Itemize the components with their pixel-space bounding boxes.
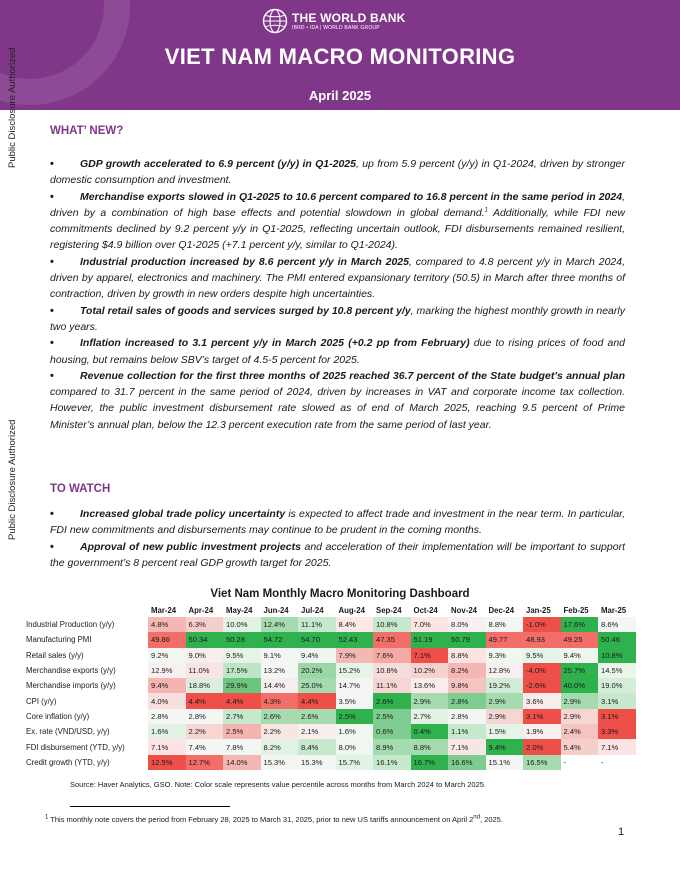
item-text: is expected to affect trade and investment in the near term. In particular, FDI new commitments and disbursements may continue to be prudent in the coming months. bbox=[50, 508, 625, 537]
column-header: Apr-24 bbox=[188, 606, 214, 615]
whats-new-list bbox=[50, 156, 625, 433]
table-cell: 2.7% bbox=[411, 709, 449, 724]
table-cell: 9.1% bbox=[261, 648, 299, 663]
table-body bbox=[24, 617, 636, 770]
table-cell: 16.7% bbox=[411, 755, 449, 770]
table-cell: 9.0% bbox=[186, 648, 224, 663]
table-cell: 8.8% bbox=[448, 648, 486, 663]
table-cell: 2.1% bbox=[298, 724, 336, 739]
table-cell: 0.6% bbox=[373, 724, 411, 739]
row-label: Merchandise exports (y/y) bbox=[26, 666, 116, 676]
row-label: Merchandise imports (y/y) bbox=[26, 681, 116, 691]
footnote bbox=[45, 815, 503, 824]
table-cell: 14.4% bbox=[261, 678, 299, 693]
table-cell: 0.4% bbox=[411, 724, 449, 739]
table-cell: 9.5% bbox=[523, 648, 561, 663]
header-banner bbox=[0, 0, 680, 110]
item-text-continued: Additionally, while FDI new commitments declined by 9.2 percent y/y in Q1-2025, reflecting uncertain outlook, FDI disbursements remained resilient, registering $4.9 billion over Q1-2025 (+7.1 percent y/y, similar to Q1-2024). bbox=[50, 206, 625, 252]
table-row bbox=[24, 648, 636, 663]
dashboard-title: Viet Nam Monthly Macro Monitoring Dashboard bbox=[210, 588, 470, 600]
macro-dashboard-table bbox=[24, 604, 636, 770]
table-cell: 15.1% bbox=[486, 755, 524, 770]
disclosure-watermark: Public Disclosure Authorized bbox=[7, 419, 18, 540]
table-cell: 9.5% bbox=[223, 648, 261, 663]
item-highlight: Increased global trade policy uncertainty bbox=[80, 508, 286, 520]
table-row bbox=[24, 632, 636, 647]
item-text: compared to 31.7 percent in the same period of 2024, driven by increases in VAT and corporate income tax collection. However, the public investment disbursement rate slowed as of end of March 2025, reaching 9.5 percent of Prime Minister’s annual plan, below the 12.3 percent execution rate from the same period of last year. bbox=[50, 386, 625, 431]
table-cell: 8.4% bbox=[298, 739, 336, 754]
table-cell: 8.6% bbox=[598, 617, 636, 632]
table-cell: 11.1% bbox=[298, 617, 336, 632]
item-highlight: GDP growth accelerated to 6.9 percent (y/y) in Q1-2025 bbox=[80, 158, 356, 170]
table-cell: 2.0% bbox=[523, 739, 561, 754]
table-cell: 49.86 bbox=[148, 632, 186, 647]
footnote-text: This monthly note covers the period from February 28, 2025 to March 31, 2025, prior to new US tariffs announcement on April 2 bbox=[48, 815, 474, 824]
table-cell: 14.7% bbox=[336, 678, 374, 693]
table-cell: -1.0% bbox=[523, 617, 561, 632]
table-row bbox=[24, 693, 636, 708]
table-cell: 7.1% bbox=[411, 648, 449, 663]
list-item bbox=[50, 189, 625, 254]
list-item bbox=[50, 335, 625, 368]
list-item bbox=[50, 539, 625, 572]
column-header: Mar-24 bbox=[151, 606, 177, 615]
table-cell: 49.77 bbox=[486, 632, 524, 647]
row-label: Ex. rate (VND/USD, y/y) bbox=[26, 727, 110, 737]
list-item bbox=[50, 368, 625, 433]
table-cell: 2.5% bbox=[336, 709, 374, 724]
item-text: , marking the highest monthly growth in nearly two years. bbox=[50, 304, 625, 333]
table-cell: 17.6% bbox=[561, 617, 599, 632]
list-item bbox=[50, 506, 625, 539]
column-header: Feb-25 bbox=[563, 606, 589, 615]
table-cell: 2.8% bbox=[448, 709, 486, 724]
table-cell: - bbox=[598, 755, 636, 770]
table-cell: 1.1% bbox=[448, 724, 486, 739]
item-text: , compared to 4.8 percent y/y in March 2024, driven by apparel, electronics and machinery. The PMI entered expansionary territory (50.5) in March after three months of contraction, driven by growth in new orders despite high uncertainties. bbox=[50, 255, 626, 301]
table-cell: 14.0% bbox=[223, 755, 261, 770]
table-cell: 2.5% bbox=[373, 709, 411, 724]
column-header: Oct-24 bbox=[413, 606, 438, 615]
row-label: Core inflation (y/y) bbox=[26, 711, 90, 721]
table-cell: 12.8% bbox=[486, 663, 524, 678]
section-heading-whats-new: WHAT’ NEW? bbox=[50, 125, 124, 137]
row-label: Retail sales (y/y) bbox=[26, 650, 84, 660]
table-cell: 10.8% bbox=[373, 663, 411, 678]
item-highlight: Industrial production increased by 8.6 percent y/y in March 2025 bbox=[80, 255, 409, 268]
table-cell: 7.0% bbox=[411, 617, 449, 632]
table-cell: 20.2% bbox=[298, 663, 336, 678]
table-cell: 13.2% bbox=[261, 663, 299, 678]
list-item bbox=[50, 156, 625, 189]
table-cell: 3.5% bbox=[336, 693, 374, 708]
row-label: Industrial Production (y/y) bbox=[26, 620, 115, 630]
table-cell: 4.4% bbox=[298, 693, 336, 708]
table-cell: 7.9% bbox=[336, 648, 374, 663]
table-cell: 2.8% bbox=[148, 709, 186, 724]
table-cell: 9.4% bbox=[298, 648, 336, 663]
list-item bbox=[50, 303, 625, 336]
item-text: , driven by a combination of high base effects and potential slowdown in global demand. bbox=[50, 190, 625, 219]
table-cell: 54.70 bbox=[298, 632, 336, 647]
table-cell: - bbox=[561, 755, 599, 770]
table-cell: 15.7% bbox=[336, 755, 374, 770]
row-label: Manufacturing PMI bbox=[26, 635, 92, 645]
column-header: May-24 bbox=[226, 606, 253, 615]
table-cell: 2.6% bbox=[298, 709, 336, 724]
column-header: Mar-25 bbox=[601, 606, 627, 615]
table-cell: 1.6% bbox=[148, 724, 186, 739]
page-number: 1 bbox=[618, 826, 625, 838]
table-cell: 4.3% bbox=[261, 693, 299, 708]
table-row bbox=[24, 739, 636, 754]
table-cell: 8.9% bbox=[373, 739, 411, 754]
table-cell: 25.0% bbox=[298, 678, 336, 693]
table-cell: 10.0% bbox=[223, 617, 261, 632]
table-cell: 11.1% bbox=[373, 678, 411, 693]
table-cell: 4.4% bbox=[223, 693, 261, 708]
table-cell: 12.7% bbox=[186, 755, 224, 770]
table-cell: 7.4% bbox=[186, 739, 224, 754]
table-cell: 50.46 bbox=[598, 632, 636, 647]
table-cell: -2.6% bbox=[523, 678, 561, 693]
table-cell: 48.93 bbox=[523, 632, 561, 647]
report-title: VIET NAM MACRO MONITORING bbox=[164, 44, 516, 69]
globe-icon bbox=[262, 8, 288, 34]
section-heading-to-watch: TO WATCH bbox=[50, 483, 111, 495]
table-cell: 19.0% bbox=[598, 678, 636, 693]
table-cell: 47.35 bbox=[373, 632, 411, 647]
table-cell: 14.5% bbox=[598, 663, 636, 678]
table-cell: 10.8% bbox=[373, 617, 411, 632]
item-text: due to rising prices of food and housing, but remains below SBV’s target of 4.5-5 percent for 2025. bbox=[50, 337, 626, 366]
item-text: and acceleration of their implementation will be important to support the government’s 8 percent real GDP growth target for 2025. bbox=[50, 540, 625, 569]
table-cell: 2.2% bbox=[261, 724, 299, 739]
table-cell: 7.1% bbox=[148, 739, 186, 754]
table-cell: 2.8% bbox=[448, 693, 486, 708]
column-header: Jul-24 bbox=[301, 606, 324, 615]
report-month: April 2025 bbox=[308, 88, 372, 103]
table-cell: 17.5% bbox=[223, 663, 261, 678]
table-cell: 2.9% bbox=[561, 693, 599, 708]
footnote-sup: nd bbox=[473, 814, 480, 821]
column-header: Nov-24 bbox=[451, 606, 477, 615]
logo-name: THE WORLD BANK bbox=[292, 10, 406, 25]
table-cell: 4.4% bbox=[186, 693, 224, 708]
table-row bbox=[24, 755, 636, 770]
table-cell: 8.4% bbox=[336, 617, 374, 632]
table-cell: 2.8% bbox=[186, 709, 224, 724]
table-cell: 3.3% bbox=[598, 724, 636, 739]
table-cell: 19.2% bbox=[486, 678, 524, 693]
table-cell: 13.6% bbox=[411, 678, 449, 693]
table-cell: 6.3% bbox=[186, 617, 224, 632]
table-cell: 9.4% bbox=[486, 739, 524, 754]
table-cell: 52.43 bbox=[336, 632, 374, 647]
table-cell: 2.2% bbox=[186, 724, 224, 739]
footnote-divider bbox=[70, 806, 230, 807]
table-row bbox=[24, 617, 636, 632]
table-cell: 15.3% bbox=[298, 755, 336, 770]
table-cell: 8.2% bbox=[261, 739, 299, 754]
table-cell: 3.1% bbox=[523, 709, 561, 724]
table-cell: 54.72 bbox=[261, 632, 299, 647]
table-cell: 15.3% bbox=[261, 755, 299, 770]
table-cell: 4.0% bbox=[148, 693, 186, 708]
table-cell: 7.8% bbox=[223, 739, 261, 754]
list-item bbox=[50, 254, 625, 303]
table-cell: 2.6% bbox=[261, 709, 299, 724]
table-cell: 2.9% bbox=[486, 709, 524, 724]
table-cell: 18.8% bbox=[186, 678, 224, 693]
table-cell: 2.4% bbox=[561, 724, 599, 739]
table-cell: 3.6% bbox=[523, 693, 561, 708]
table-cell: 9.2% bbox=[148, 648, 186, 663]
table-row bbox=[24, 724, 636, 739]
footnote-marker: 1 bbox=[45, 814, 49, 821]
column-header: Aug-24 bbox=[338, 606, 365, 615]
table-cell: 1.6% bbox=[336, 724, 374, 739]
table-cell: 49.25 bbox=[561, 632, 599, 647]
table-cell: 40.0% bbox=[561, 678, 599, 693]
table-cell: 8.0% bbox=[448, 617, 486, 632]
table-cell: 12.9% bbox=[148, 663, 186, 678]
table-cell: 2.6% bbox=[373, 693, 411, 708]
table-cell: 16.6% bbox=[448, 755, 486, 770]
table-cell: 2.7% bbox=[223, 709, 261, 724]
table-cell: 12.4% bbox=[261, 617, 299, 632]
table-cell: 2.9% bbox=[411, 693, 449, 708]
table-cell: 1.5% bbox=[486, 724, 524, 739]
table-cell: 2.9% bbox=[486, 693, 524, 708]
table-cell: 7.6% bbox=[373, 648, 411, 663]
table-cell: 8.2% bbox=[448, 663, 486, 678]
item-highlight: Total retail sales of goods and services surged by 10.8 percent y/y bbox=[80, 304, 411, 317]
table-cell: 25.7% bbox=[561, 663, 599, 678]
item-text: , up from 5.9 percent (y/y) in Q1-2024, driven by stronger domestic consumption and investment. bbox=[50, 158, 625, 187]
column-header: Jan-25 bbox=[526, 606, 551, 615]
table-corner bbox=[24, 604, 148, 617]
table-cell: 7.1% bbox=[598, 739, 636, 754]
table-cell: 12.5% bbox=[148, 755, 186, 770]
item-highlight: Inflation increased to 3.1 percent y/y in March 2025 (+0.2 pp from February) bbox=[80, 337, 470, 350]
table-cell: 2.9% bbox=[561, 709, 599, 724]
table-cell: 15.2% bbox=[336, 663, 374, 678]
table-cell: 5.4% bbox=[561, 739, 599, 754]
table-cell: 16.5% bbox=[523, 755, 561, 770]
table-cell: 1.9% bbox=[523, 724, 561, 739]
table-cell: 2.5% bbox=[223, 724, 261, 739]
column-header: Jun-24 bbox=[263, 606, 289, 615]
footnote-text-end: , 2025. bbox=[479, 815, 503, 824]
table-cell: 9.4% bbox=[148, 678, 186, 693]
column-header: Dec-24 bbox=[488, 606, 515, 615]
table-cell: 29.9% bbox=[223, 678, 261, 693]
logo-subtitle: IBRD • IDA | WORLD BANK GROUP bbox=[292, 24, 380, 31]
table-row bbox=[24, 709, 636, 724]
footnote-ref: 1 bbox=[484, 207, 488, 214]
disclosure-watermark: Public Disclosure Authorized bbox=[7, 47, 18, 168]
table-cell: 50.79 bbox=[448, 632, 486, 647]
row-label: FDI disbursement (YTD, y/y) bbox=[26, 742, 125, 752]
source-note: Source: Haver Analytics, GSO. Note: Color scale represents value percentile across months from March 2024 to March 2025. bbox=[70, 780, 487, 789]
table-cell: 4.8% bbox=[148, 617, 186, 632]
row-label: CPI (y/y) bbox=[26, 696, 57, 706]
table-cell: 9.8% bbox=[448, 678, 486, 693]
table-cell: 9.3% bbox=[486, 648, 524, 663]
table-header-row bbox=[24, 604, 636, 617]
table-cell: 8.8% bbox=[411, 739, 449, 754]
item-highlight: Merchandise exports slowed in Q1-2025 to 10.6 percent compared to 16.8 percent in the same period in 2024 bbox=[80, 190, 623, 203]
row-label: Credit growth (YTD, y/y) bbox=[26, 757, 110, 767]
table-cell: 3.1% bbox=[598, 709, 636, 724]
table-cell: 16.1% bbox=[373, 755, 411, 770]
world-bank-logo bbox=[262, 7, 405, 35]
table-cell: 8.0% bbox=[336, 739, 374, 754]
table-cell: 10.2% bbox=[411, 663, 449, 678]
table-cell: 8.8% bbox=[486, 617, 524, 632]
table-cell: 10.8% bbox=[598, 648, 636, 663]
table-cell: 9.4% bbox=[561, 648, 599, 663]
table-cell: 3.1% bbox=[598, 693, 636, 708]
table-cell: -4.0% bbox=[523, 663, 561, 678]
table-cell: 11.0% bbox=[186, 663, 224, 678]
item-highlight: Revenue collection for the first three months of 2025 reached 36.7 percent of the State budget’s annual plan bbox=[80, 369, 625, 382]
table-cell: 50.34 bbox=[186, 632, 224, 647]
item-highlight: Approval of new public investment projects bbox=[80, 540, 301, 553]
table-cell: 51.19 bbox=[411, 632, 449, 647]
table-cell: 7.1% bbox=[448, 739, 486, 754]
table-row bbox=[24, 678, 636, 693]
to-watch-list bbox=[50, 506, 625, 571]
table-row bbox=[24, 663, 636, 678]
column-header: Sep-24 bbox=[376, 606, 402, 615]
table-cell: 50.28 bbox=[223, 632, 261, 647]
